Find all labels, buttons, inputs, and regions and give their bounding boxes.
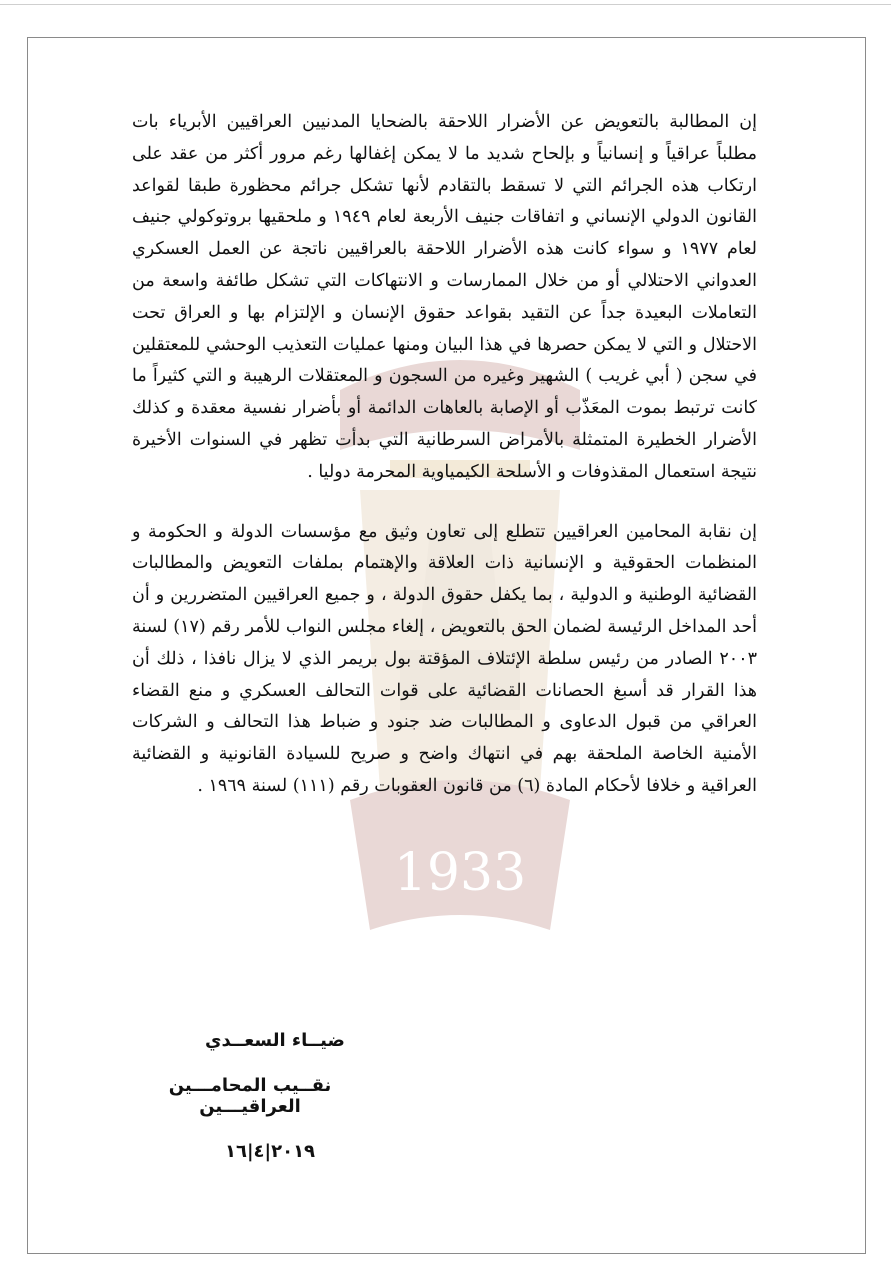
signature-block <box>120 1030 380 1162</box>
paragraph-compensation-demand: إن المطالبة بالتعويض عن الأضرار اللاحقة بالضحايا المدنيين العراقيين الأبرياء بات مطلباً عراقياً و إنسانياً و بإلحاح شديد ما لا يمكن إغفالها رغم مرور أكثر من عقد على ارتكاب هذه الجرائم التي لا تسقط بالتقادم لأنها تشكل جرائم محظورة طبقا لقواعد القانون الدولي الإنساني و اتفاقات جنيف الأربعة لعام ١٩٤٩ و ملحقيها بروتوكولي جنيف لعام ١٩٧٧ و سواء كانت هذه الأضرار اللاحقة بالعراقيين ناتجة عن العمل العسكري العدواني الاحتلالي أو من خلال الممارسات و الانتهاكات التي تشكل طائفة واسعة من التعاملات البعيدة جداً عن التقيد بقواعد حقوق الإنسان و الإلتزام بها و العراق تحت الاحتلال و التي لا يمكن حصرها في هذا البيان ومنها عمليات التعذيب الوحشي للمعتقلين في سجن ( أبي غريب ) الشهير وغيره من السجون و المعتقلات الرهيبة و التي كثيراً ما كانت ترتبط بموت المعَذّب أو الإصابة بالعاهات الدائمة أو بأضرار نفسية معقدة و كذلك الأضرار الخطيرة المتمثلة بالأمراض السرطانية التي بدأت تظهر في السنوات الأخيرة نتيجة استعمال المقذوفات و الأسلحة الكيمياوية المحرمة دوليا . <box>132 112 757 482</box>
top-rule <box>0 4 891 5</box>
watermark-year: 1933 <box>393 843 527 903</box>
letter-date: ٢٠١٩|٤|١٦ <box>224 1141 316 1162</box>
paragraph-bar-association-cooperation: إن نقابة المحامين العراقيين تتطلع إلى تعاون وثيق مع مؤسسات الدولة و الحكومة و المنظمات الحقوقية و الإنسانية ذات العلاقة والإهتمام بملفات التعويض والمطالبات القضائية الوطنية و الدولية ، بما يكفل حقوق الدولة ، و جميع العراقيين المتضررين و أن أحد المداخل الرئيسة لضمان الحق بالتعويض ، إلغاء مجلس النواب للأمر رقم (١٧) لسنة ٢٠٠٣ الصادر من رئيس سلطة الإئتلاف المؤقتة بول بريمر الذي لا يزال نافذا ، ذلك أن هذا القرار قد أسبغ الحصانات القضائية على قوات التحالف العسكري و منع القضاء العراقي من قبول الدعاوى و المطالبات ضد جنود و ضباط هذا التحالف و الشركات الأمنية الخاصة الملحقة بهم في انتهاك واضح و صريح للسيادة القانونية و القضائية العراقية و خلافا لأحكام المادة (٦) من قانون العقوبات رقم (١١١) لسنة ١٩٦٩ . <box>132 521 758 796</box>
letter-body <box>132 107 757 831</box>
signatory-name: ضيــاء السعــدي <box>205 1030 345 1051</box>
signatory-title: نقــيب المحامـــين العراقيـــين <box>168 1075 332 1117</box>
